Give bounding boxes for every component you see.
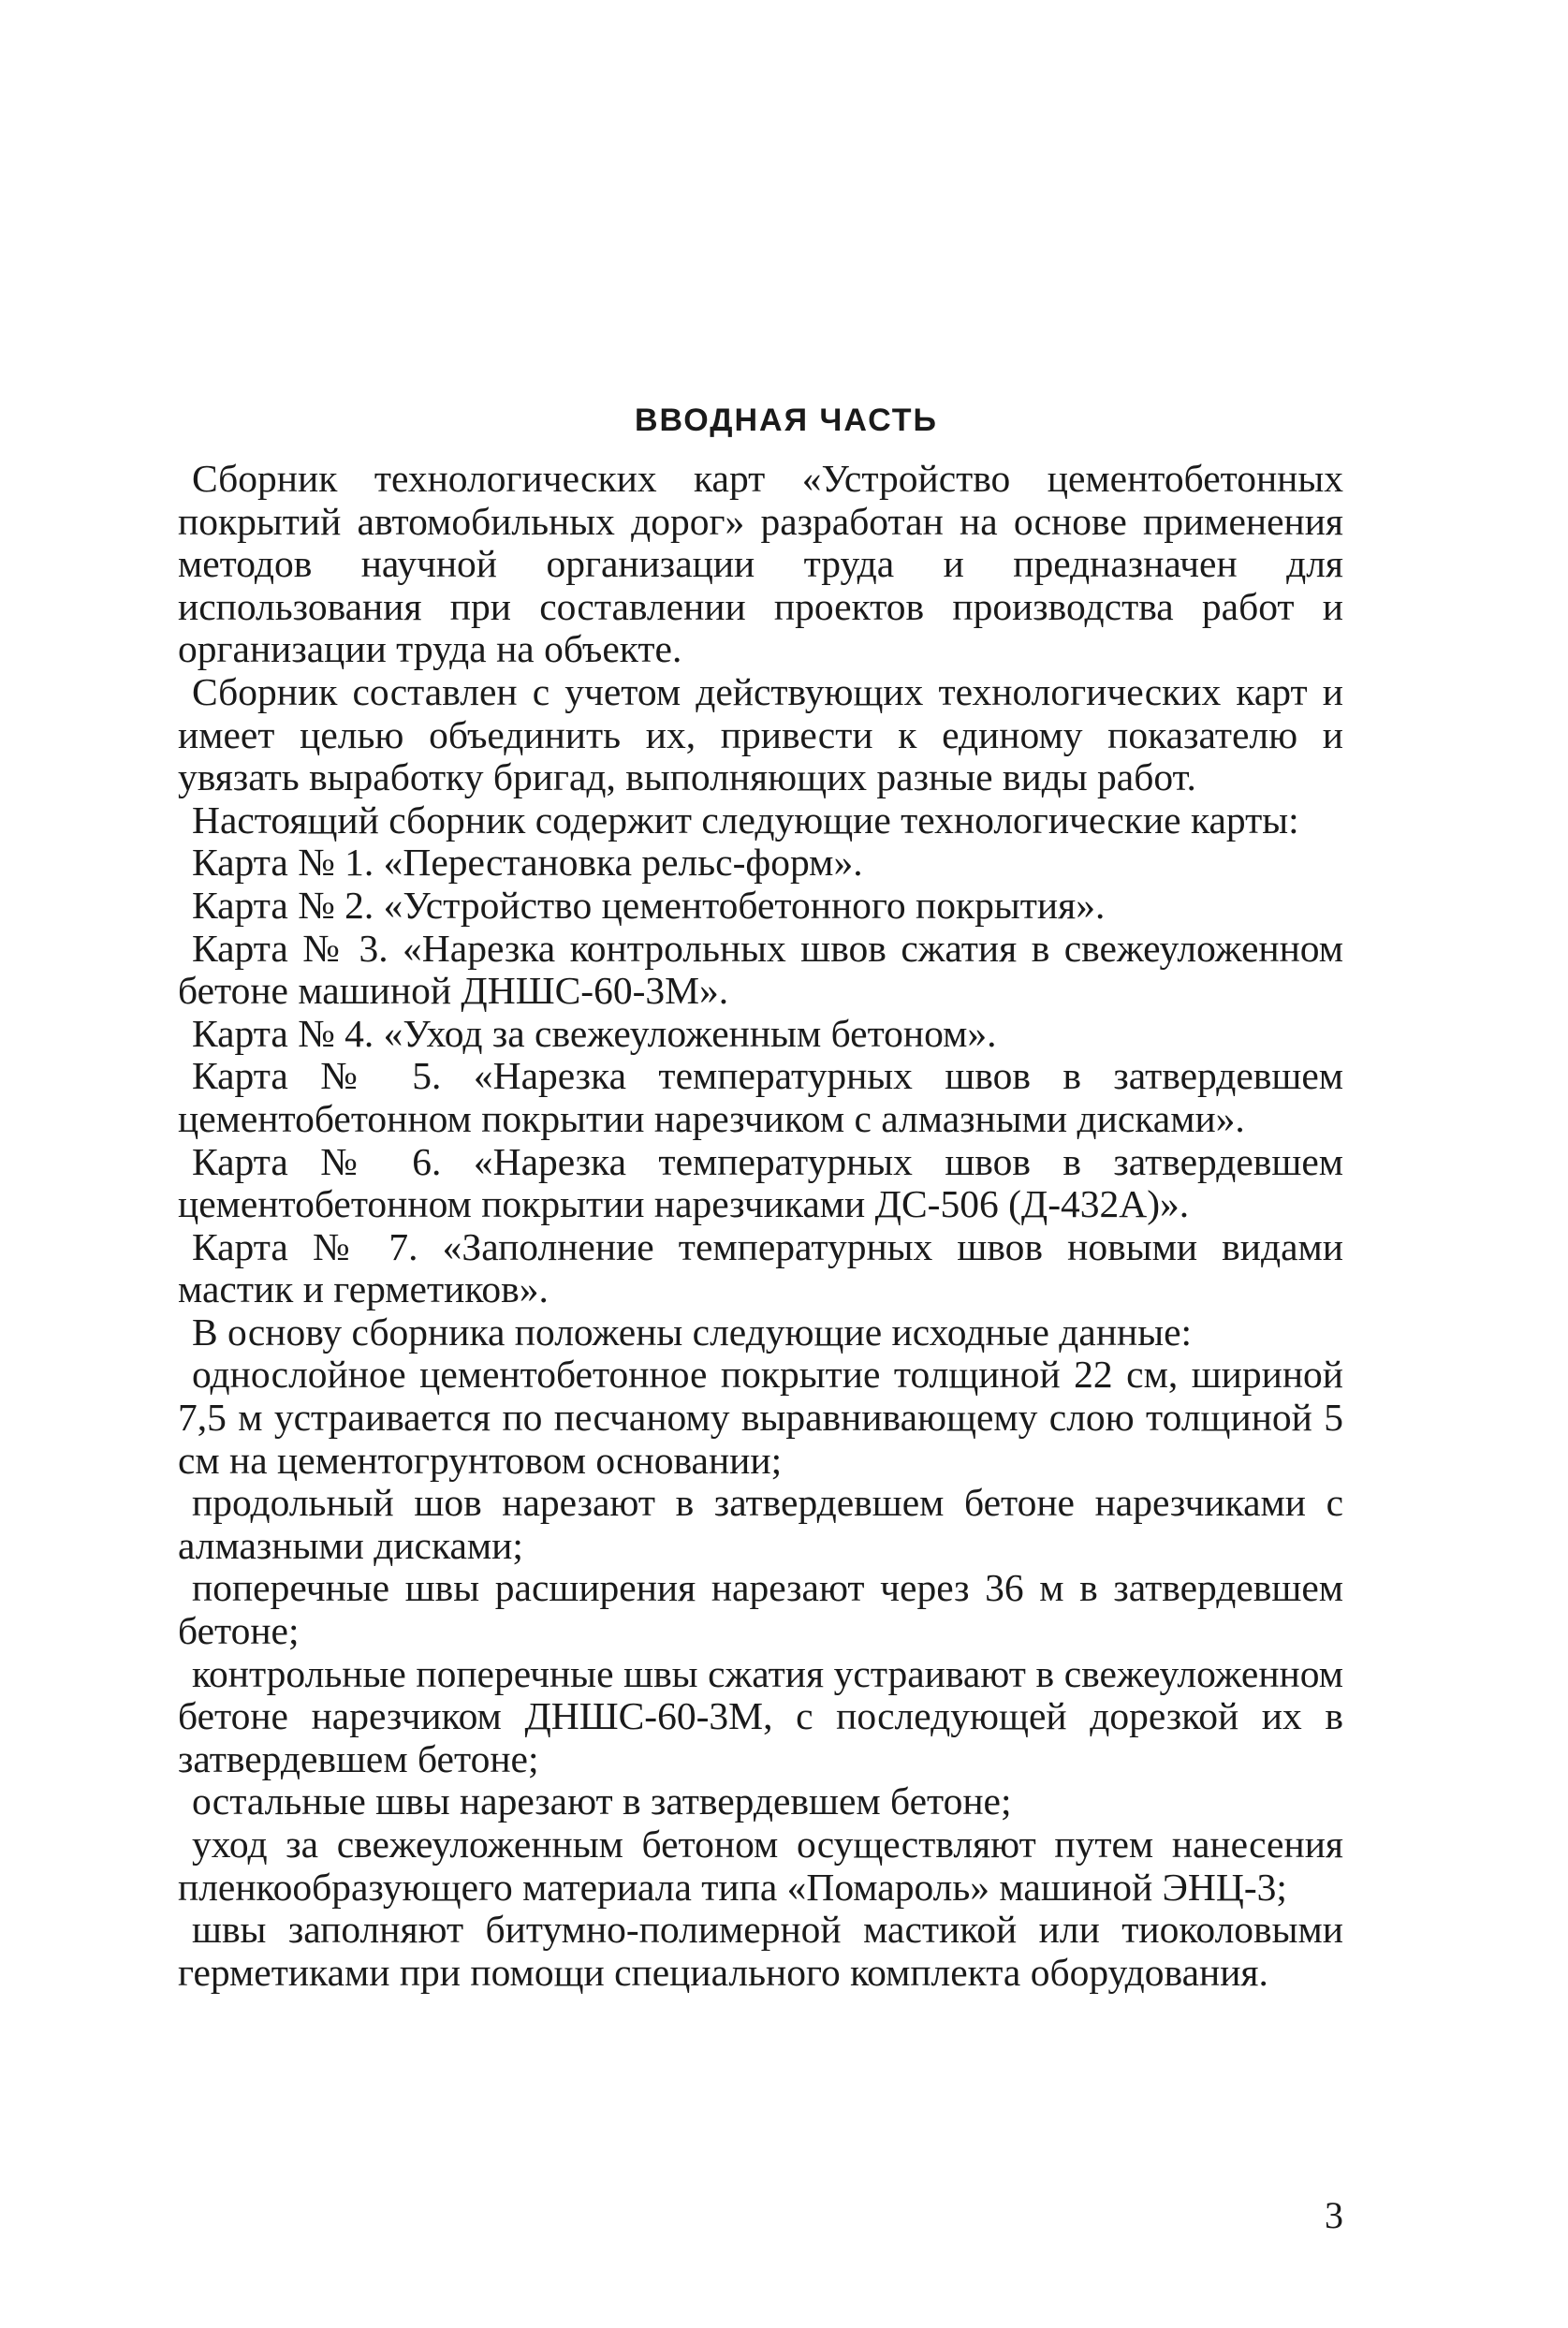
- initial-data-item-7: швы заполняют битумно-полимерной мастикой или тиоколовыми герметиками при помощи специального комплекта оборудования.: [178, 1908, 1343, 1994]
- paragraph-1: Сборник технологических карт «Устройство цементобетонных покрытий автомобильных дорог» разработан на основе применения методов научной организации труда и предназначен для использования при составлении проектов производства работ и организации труда на объекте.: [178, 457, 1343, 671]
- card-item-6: Карта № 6. «Нарезка температурных швов в затвердевшем цементобетонном покрытии нарезчиками ДС-506 (Д-432А)».: [178, 1139, 1343, 1226]
- initial-data-item-6: уход за свежеуложенным бетоном осуществляют путем нанесения пленкообразующего материала типа «Помароль» машиной ЭНЦ-3;: [178, 1823, 1343, 1909]
- document-page: [178, 403, 1343, 1994]
- paragraph-2: Сборник составлен с учетом действующих технологических карт и имеет целью объединить их, привести к единому показателю и увязать выработку бригад, выполняющих разные виды работ.: [178, 669, 1343, 799]
- card-item-1: Карта № 1. «Перестановка рельс-форм».: [192, 841, 863, 885]
- page-number: 3: [1325, 2194, 1343, 2236]
- initial-data-item-2: продольный шов нарезают в затвердевшем бетоне нарезчиками с алмазными дисками;: [178, 1481, 1343, 1567]
- card-item-2: Карта № 2. «Устройство цементобетонного покрытия».: [192, 883, 1106, 927]
- card-item-4: Карта № 4. «Уход за свежеуложенным бетоном».: [192, 1011, 997, 1055]
- paragraph-3: Настоящий сборник содержит следующие технологические карты:: [192, 798, 1299, 842]
- document-body: [178, 458, 1343, 1994]
- section-heading: ВВОДНАЯ ЧАСТЬ: [635, 403, 938, 438]
- paragraph-initial-data: В основу сборника положены следующие исходные данные:: [192, 1310, 1193, 1354]
- card-item-3: Карта № 3. «Нарезка контрольных швов сжатия в свежеуложенном бетоне машиной ДНШС-60-3М».: [178, 926, 1343, 1013]
- initial-data-item-5: остальные швы нарезают в затвердевшем бетоне;: [192, 1779, 1012, 1823]
- initial-data-item-4: контрольные поперечные швы сжатия устраивают в свежеуложенном бетоне нарезчиком ДНШС-60-3М, с последующей дорезкой их в затвердевшем бетоне;: [178, 1651, 1343, 1780]
- initial-data-item-1: однослойное цементобетонное покрытие толщиной 22 см, шириной 7,5 м устраивается по песчаному выравнивающему слою толщиной 5 см на цементогрунтовом основании;: [178, 1353, 1343, 1482]
- card-item-5: Карта № 5. «Нарезка температурных швов в затвердевшем цементобетонном покрытии нарезчиком с алмазными дисками».: [178, 1054, 1343, 1140]
- card-item-7: Карта № 7. «Заполнение температурных швов новыми видами мастик и герметиков».: [178, 1224, 1343, 1311]
- initial-data-item-3: поперечные швы расширения нарезают через 36 м в затвердевшем бетоне;: [178, 1566, 1343, 1653]
